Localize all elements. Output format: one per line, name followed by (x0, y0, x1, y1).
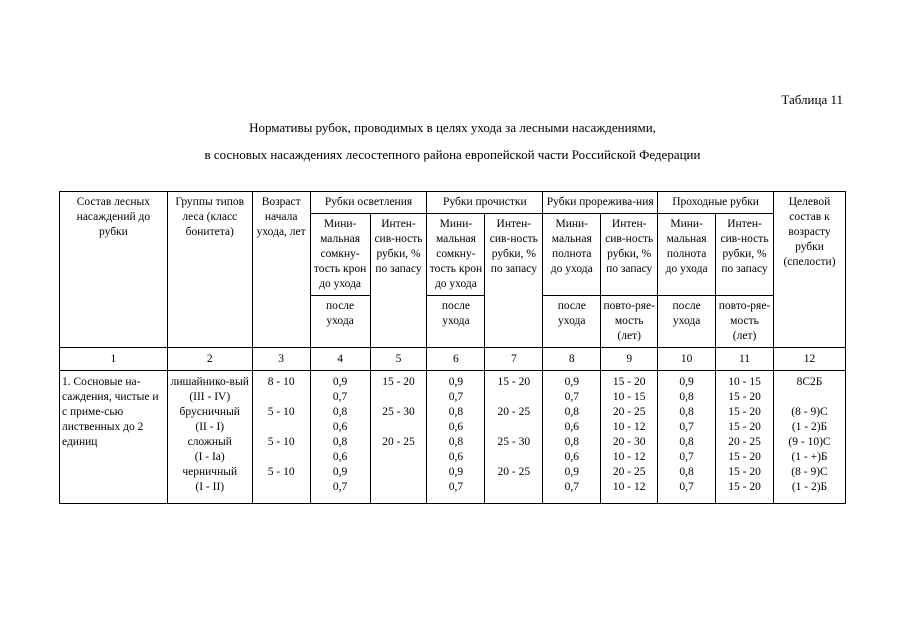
column-number-row (60, 348, 846, 371)
header-target-composition: Целевой состав к возрасту рубки (спелости) (773, 192, 845, 348)
header-min-density-10: Мини-мальная полнота до ухода (658, 214, 716, 296)
header-repeat-9: повто-ряе-мость (лет) (601, 296, 658, 348)
cell-forest-groups: лишайнико-вый (III - IV) брусничный (II - I) сложный (I - Iа) черничный (I - II) (167, 371, 252, 504)
table-title-line-1: Нормативы рубок, проводимых в целях ухода за лесными насаждениями, (249, 120, 656, 135)
cell-composition: 1. Сосновые на-саждения, чистые и с приме-сью лиственных до 2 единиц (60, 371, 168, 504)
column-number: 11 (716, 348, 774, 371)
cell-col-5: 15 - 20 25 - 30 20 - 25 (370, 371, 427, 504)
column-number: 8 (543, 348, 601, 371)
header-repeat-11: повто-ряе-мость (лет) (716, 296, 774, 348)
cell-col-11: 10 - 15 15 - 20 15 - 20 15 - 20 20 - 25 15 - 20 15 - 20 15 - 20 (716, 371, 774, 504)
header-after-10: после ухода (658, 296, 716, 348)
column-number: 12 (773, 348, 845, 371)
header-min-closure-6: Мини-мальная сомкну-тость крон до ухода (427, 214, 485, 296)
header-min-closure-4: Мини-мальная сомкну-тость крон до ухода (310, 214, 370, 296)
column-number: 7 (485, 348, 543, 371)
table-row (60, 371, 846, 504)
header-intensity-7: Интен-сив-ность рубки, % по запасу (485, 214, 543, 348)
cell-start-age: 8 - 10 5 - 10 5 - 10 5 - 10 (252, 371, 310, 504)
header-start-age: Возраст начала ухода, лет (252, 192, 310, 348)
column-number: 3 (252, 348, 310, 371)
column-number: 10 (658, 348, 716, 371)
header-intensity-5: Интен-сив-ность рубки, % по запасу (370, 214, 427, 348)
header-after-4: после ухода (310, 296, 370, 348)
cell-target-composition: 8С2Б (8 - 9)С (1 - 2)Б (9 - 10)С (1 - +)Б (8 - 9)С (1 - 2)Б (773, 371, 845, 504)
header-forest-groups: Группы типов леса (класс бонитета) (167, 192, 252, 348)
column-number: 9 (601, 348, 658, 371)
header-group-prorezhivanie: Рубки прорежива-ния (543, 192, 658, 214)
column-number: 4 (310, 348, 370, 371)
header-intensity-11: Интен-сив-ность рубки, % по запасу (716, 214, 774, 296)
column-number: 5 (370, 348, 427, 371)
cell-col-8: 0,9 0,7 0,8 0,6 0,8 0,6 0,9 0,7 (543, 371, 601, 504)
cell-col-9: 15 - 20 10 - 15 20 - 25 10 - 12 20 - 30 10 - 12 20 - 25 10 - 12 (601, 371, 658, 504)
cell-col-6: 0,9 0,7 0,8 0,6 0,8 0,6 0,9 0,7 (427, 371, 485, 504)
header-group-prochistka: Рубки прочистки (427, 192, 543, 214)
header-intensity-9: Интен-сив-ность рубки, % по запасу (601, 214, 658, 296)
header-min-density-8: Мини-мальная полнота до ухода (543, 214, 601, 296)
header-group-prokhodnye: Проходные рубки (658, 192, 774, 214)
header-composition: Состав лесных насаждений до рубки (60, 192, 168, 348)
table-title-line-2: в сосновых насаждениях лесостепного района европейской части Российской Федерации (204, 147, 701, 162)
column-number: 2 (167, 348, 252, 371)
cell-col-7: 15 - 20 20 - 25 25 - 30 20 - 25 (485, 371, 543, 504)
header-after-6: после ухода (427, 296, 485, 348)
norms-table (59, 191, 846, 504)
header-after-8: после ухода (543, 296, 601, 348)
table-number: Таблица 11 (781, 92, 843, 107)
cell-col-10: 0,9 0,8 0,8 0,7 0,8 0,7 0,8 0,7 (658, 371, 716, 504)
cell-col-4: 0,9 0,7 0,8 0,6 0,8 0,6 0,9 0,7 (310, 371, 370, 504)
header-group-osvetlenie: Рубки осветления (310, 192, 427, 214)
column-number: 1 (60, 348, 168, 371)
column-number: 6 (427, 348, 485, 371)
